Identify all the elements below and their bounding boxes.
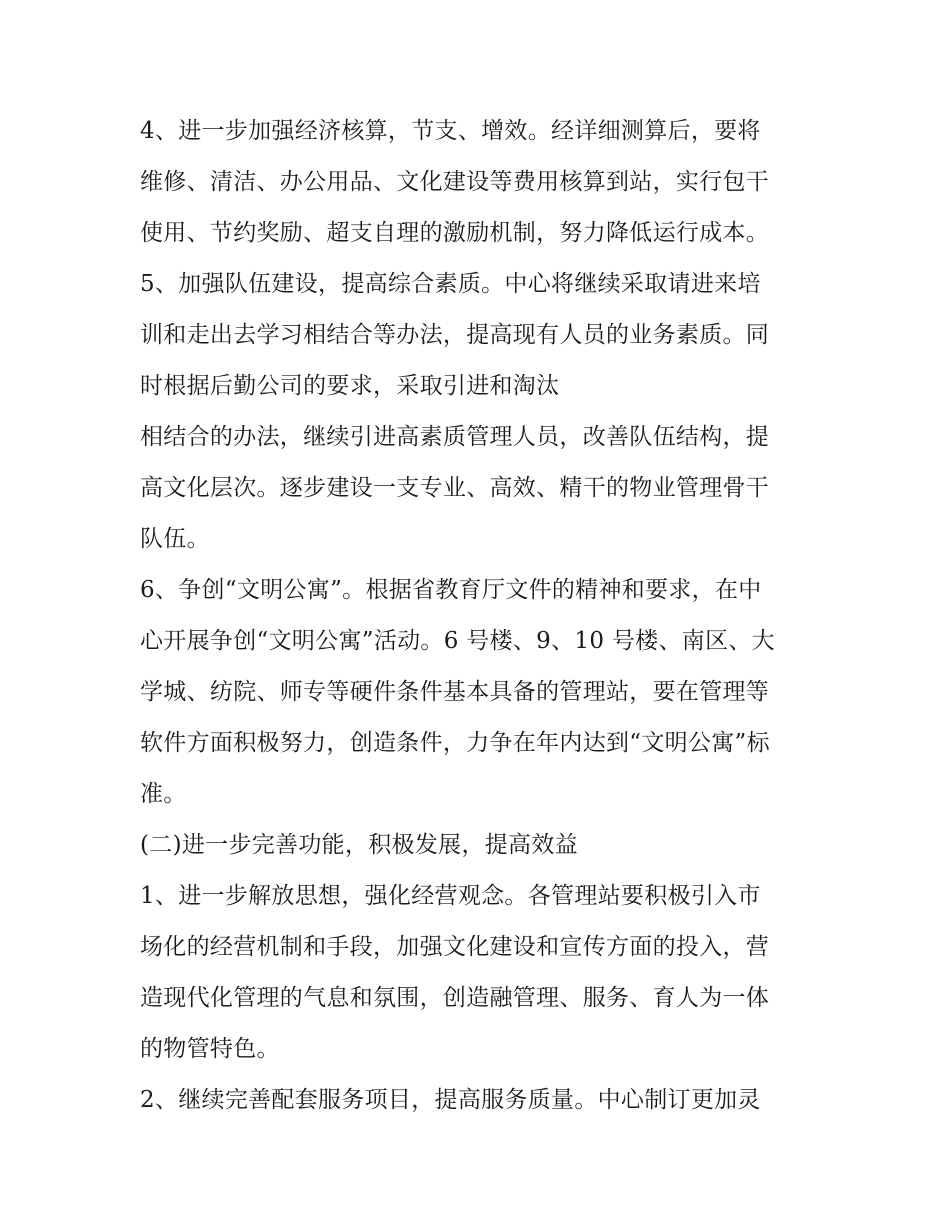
text-line: 6、争创“文明公寓”。根据省教育厅文件的精神和要求，在中 xyxy=(140,577,762,603)
text-line: 的物管特色。 xyxy=(140,1036,280,1062)
section-heading: (二)进一步完善功能，积极发展，提高效益 xyxy=(140,832,578,858)
text-line: 准。 xyxy=(140,781,187,807)
text-line: 软件方面积极努力，创造条件，力争在年内达到“文明公寓”标 xyxy=(140,730,770,756)
text-line: 场化的经营机制和手段，加强文化建设和宣传方面的投入，营 xyxy=(140,934,770,960)
text-line: 心开展争创“文明公寓”活动。6 号楼、9、10 号楼、南区、大 xyxy=(140,628,775,654)
text-line: 训和走出去学习相结合等办法，提高现有人员的业务素质。同 xyxy=(140,322,770,348)
document-body xyxy=(140,106,820,1126)
text-line: 1、进一步解放思想，强化经营观念。各管理站要积极引入市 xyxy=(140,883,761,909)
text-line: 4、进一步加强经济核算，节支、增效。经详细测算后，要将 xyxy=(140,118,761,144)
text-line: 队伍。 xyxy=(140,526,210,552)
text-line: 时根据后勤公司的要求，采取引进和淘汰 xyxy=(140,373,560,399)
text-line: 高文化层次。逐步建设一支专业、高效、精干的物业管理骨干 xyxy=(140,475,770,501)
text-line: 维修、清洁、办公用品、文化建设等费用核算到站，实行包干 xyxy=(140,169,770,195)
text-line: 相结合的办法，继续引进高素质管理人员，改善队伍结构，提 xyxy=(140,424,770,450)
text-line: 2、继续完善配套服务项目，提高服务质量。中心制订更加灵 xyxy=(140,1087,761,1113)
text-line: 5、加强队伍建设，提高综合素质。中心将继续采取请进来培 xyxy=(140,271,761,297)
text-line: 使用、节约奖励、超支自理的激励机制，努力降低运行成本。 xyxy=(140,220,770,246)
text-line: 学城、纺院、师专等硬件条件基本具备的管理站，要在管理等 xyxy=(140,679,770,705)
text-line: 造现代化管理的气息和氛围，创造融管理、服务、育人为一体 xyxy=(140,985,770,1011)
